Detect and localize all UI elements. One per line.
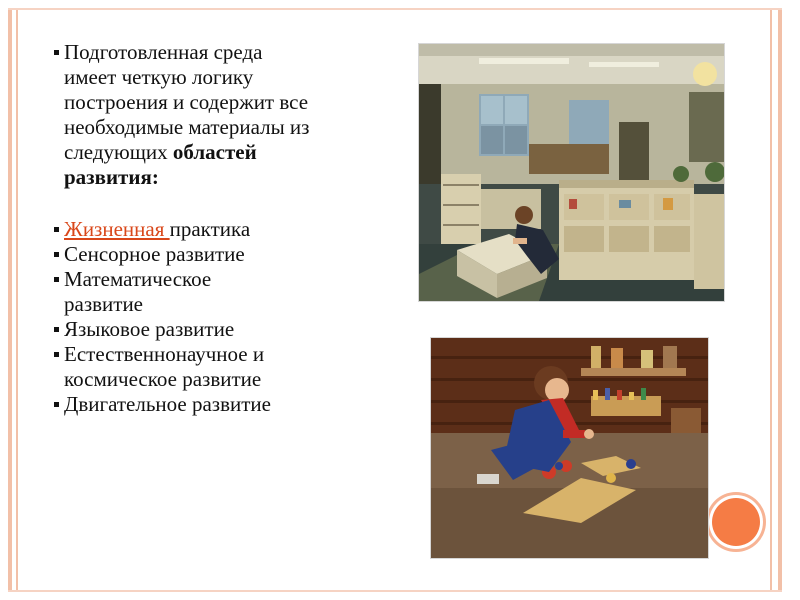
frame-line-left-inner: [16, 8, 18, 592]
frame-line-right: [778, 8, 782, 592]
list-item-math: [54, 267, 414, 317]
list-item-practical-life: [54, 217, 414, 242]
list-item-motor: [54, 392, 414, 417]
motor-text: Двигательное развитие: [64, 392, 271, 416]
frame-line-right-inner: [770, 8, 772, 592]
intro-line-3: построения и содержит все: [64, 90, 309, 114]
practical-life-link[interactable]: Жизненная: [64, 217, 170, 241]
intro-line-2: имеет четкую логику: [64, 65, 254, 89]
intro-line-4: необходимые материалы из: [64, 115, 310, 139]
decorative-circle: [712, 498, 760, 546]
math-text-line-2: развитие: [64, 292, 144, 316]
sensory-text: Сенсорное развитие: [64, 242, 245, 266]
intro-line-1: Подготовленная среда: [64, 40, 263, 64]
list-item-science: [54, 342, 414, 392]
classroom-photo: [418, 43, 725, 302]
frame-line-bottom: [8, 590, 782, 592]
intro-bold-2: развития:: [64, 165, 159, 189]
science-text-line-1: Естественнонаучное и: [64, 342, 265, 366]
science-text-line-2: космическое развитие: [64, 367, 262, 391]
content-text: [54, 40, 414, 417]
intro-paragraph: [54, 40, 414, 190]
development-areas-list: [54, 217, 414, 417]
math-text-line-1: Математическое: [64, 267, 212, 291]
frame-line-top: [8, 8, 782, 10]
practical-life-text: практика: [169, 217, 251, 241]
child-playing-photo: [430, 337, 709, 559]
intro-line-5: следующих: [64, 140, 173, 164]
list-item-sensory: [54, 242, 414, 267]
intro-bold-1: областей: [172, 140, 257, 164]
list-item-language: [54, 317, 414, 342]
frame-line-left: [8, 8, 12, 592]
language-text: Языковое развитие: [64, 317, 235, 341]
